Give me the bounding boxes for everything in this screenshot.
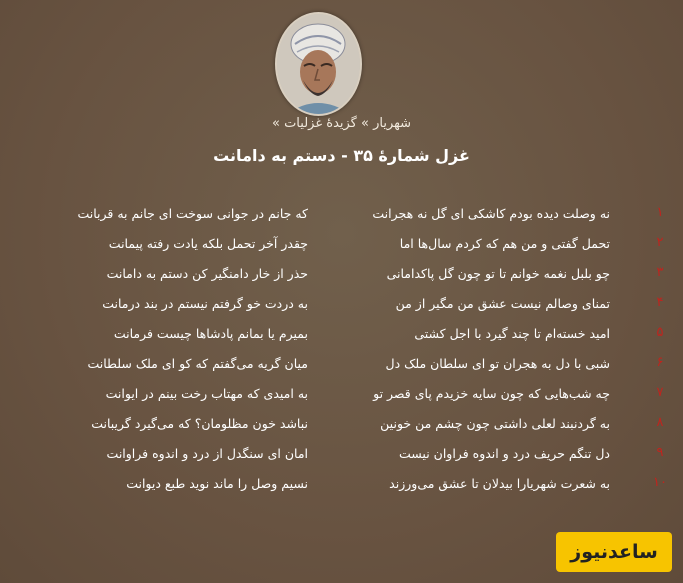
verse-first-hemistich: به گردنبند لعلی داشتی چون چشم من خونین <box>380 416 610 431</box>
verse-row <box>0 380 683 410</box>
verse-number: ۲ <box>656 235 664 250</box>
verse-second-hemistich: امان ای سنگدل از درد و اندوه فراوانت <box>106 446 308 461</box>
verse-number: ۱ <box>656 205 664 220</box>
verse-first-hemistich: چو بلبل نغمه خوانم تا تو چون گل پاکدامانی <box>386 266 610 281</box>
verse-second-hemistich: که جانم در جوانی سوخت ای جانم به قربانت <box>77 206 308 221</box>
verse-first-hemistich: دل تنگم حریف درد و اندوه فراوان نیست <box>399 446 610 461</box>
verse-number: ۴ <box>656 295 664 310</box>
verse-row <box>0 290 683 320</box>
verse-number: ۶ <box>656 355 664 370</box>
verse-number: ۵ <box>656 325 664 340</box>
verse-row <box>0 230 683 260</box>
verse-number: ۳ <box>656 265 664 280</box>
verse-first-hemistich: شبی با دل به هجران تو ای سلطان ملک دل <box>385 356 610 371</box>
verse-first-hemistich: تمنای وصالم نیست عشق من مگیر از من <box>395 296 610 311</box>
verse-row <box>0 440 683 470</box>
verse-row <box>0 320 683 350</box>
verse-number: ۱۰ <box>653 475 667 490</box>
site-logo[interactable]: ساعدنیوز <box>556 532 672 572</box>
verse-second-hemistich: نسیم وصل را ماند نوید طبع دیوانت <box>126 476 308 491</box>
verse-second-hemistich: نباشد خون مظلومان؟ که می‌گیرد گریبانت <box>91 416 308 431</box>
verse-second-hemistich: به دردت خو گرفتم نیستم در بند درمانت <box>102 296 308 311</box>
verse-first-hemistich: نه وصلت دیده بودم کاشکی ای گل نه هجرانت <box>372 206 610 221</box>
verse-first-hemistich: به شعرت شهریارا بیدلان تا عشق می‌ورزند <box>389 476 610 491</box>
verse-row <box>0 260 683 290</box>
verse-row <box>0 350 683 380</box>
breadcrumb[interactable]: شهریار » گزیدهٔ غزلیات » <box>271 116 412 131</box>
poet-portrait <box>275 12 362 116</box>
verse-row <box>0 200 683 230</box>
verse-second-hemistich: حذر از خار دامنگیر کن دستم به دامانت <box>106 266 308 281</box>
verse-second-hemistich: بمیرم یا بمانم پادشاها چیست فرمانت <box>113 326 308 341</box>
verse-first-hemistich: چه شب‌هایی که چون سایه خزیدم پای قصر تو <box>373 386 610 401</box>
verse-number: ۹ <box>656 445 664 460</box>
verse-number: ۸ <box>656 415 664 430</box>
verse-number: ۷ <box>656 385 664 400</box>
portrait-illustration <box>277 14 360 114</box>
verse-first-hemistich: تحمل گفتی و من هم که کردم سال‌ها اما <box>399 236 610 251</box>
verse-second-hemistich: میان گریه می‌گفتم که کو ای ملک سلطانت <box>87 356 308 371</box>
verse-second-hemistich: چقدر آخر تحمل بلکه یادت رفته پیمانت <box>108 236 308 251</box>
verse-row <box>0 470 683 500</box>
page-title: غزل شمارهٔ ۳۵ - دستم به دامانت <box>213 146 470 165</box>
verse-second-hemistich: به امیدی که مهتاب رخت بینم در ایوانت <box>105 386 308 401</box>
verse-row <box>0 410 683 440</box>
verse-first-hemistich: امید خسته‌ام تا چند گیرد با اجل کشتی <box>414 326 610 341</box>
